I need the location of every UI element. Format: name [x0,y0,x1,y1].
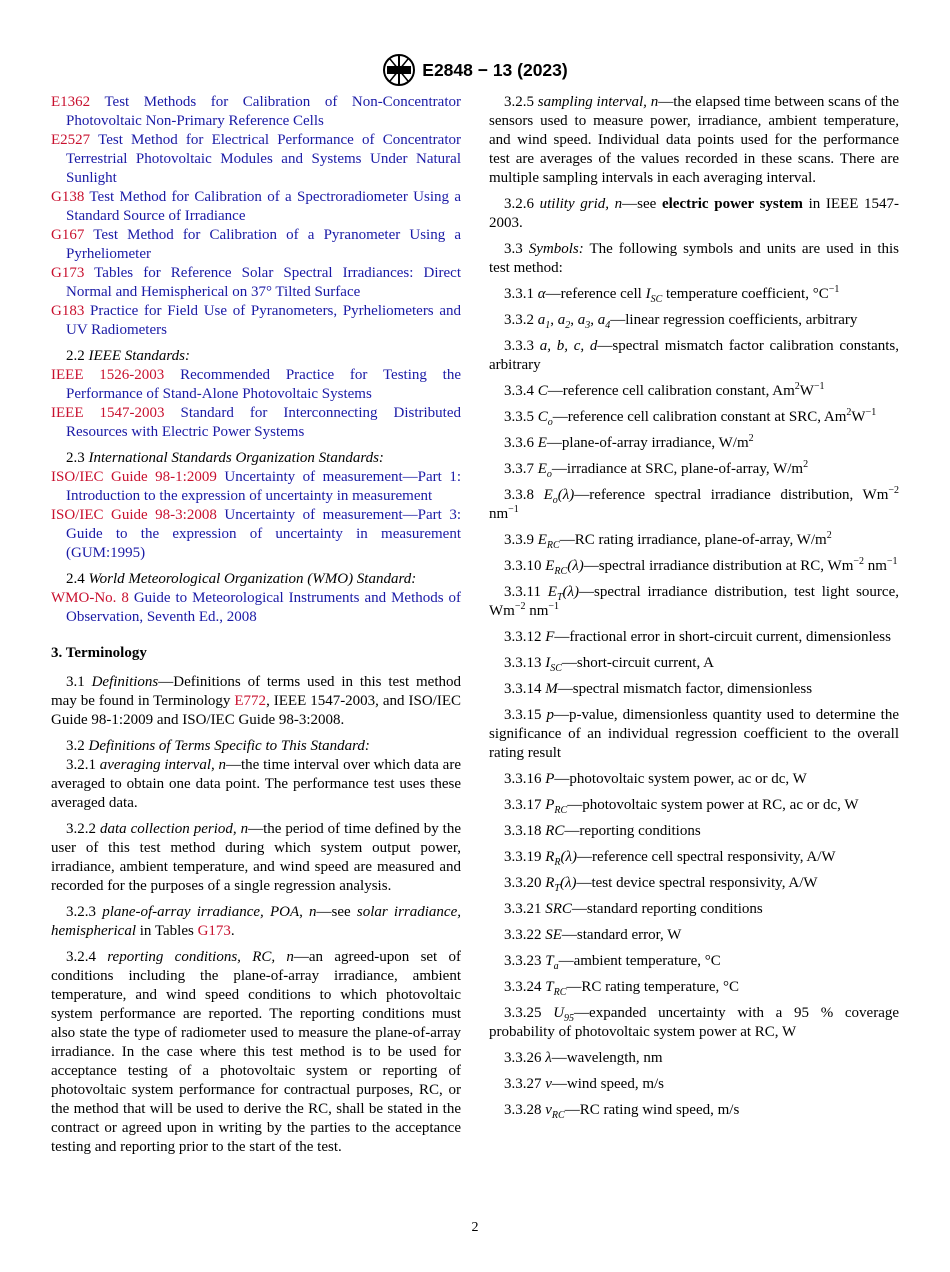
symbol-definition: 3.3.19 $R_R(\lambda)—reference$ cell spectral responsivity, A/W [504,849,836,868]
left-column [51,93,461,1164]
symbol-definition: 3.3.7 $E_o—irradiance$ at SRC, plane-of-array, $W/m^2$ [504,459,809,480]
reference-title: Tables for Reference Solar Spectral Irradiances: Direct Normal and Hemispherical on 37° Tilted Surface [66,265,461,300]
astm-logo-icon [382,53,416,87]
symbol-definition: 3.3.11 $E_T(\lambda)—spectral$ irradiance distribution, test light source, $Wm^{-2}$ $nm^{-1}$ [489,584,899,619]
reference-item: WMO-No. 8 Guide to Meteorological Instruments and Methods of Observation, Seventh Ed., 2008 [51,590,462,625]
symbol-definition: 3.3.18 RC—reporting conditions [504,823,701,839]
symbol-definition: 3.3.25 $U_{95}—expanded$ uncertainty with a 95 % coverage probability of photovoltaic system power at RC, W [489,1005,900,1040]
definition: 3.2.1 averaging interval, n—the time interval over which data are averaged to obtain one data point. The performance test uses these averaged data. [51,757,461,811]
reference-item [51,302,461,340]
reference-title: Test Method for Calibration of a Spectroradiometer Using a Standard Source of Irradiance [66,189,461,224]
reference-title: Test Method for Electrical Performance of Concentrator Terrestrial Photovoltaic Modules and Systems Under Natural Sunlight [66,132,461,186]
symbol-definition: 3.3.3 a, b, c, d—spectral mismatch factor calibration constants, arbitrary [489,338,900,373]
symbol-definition: 3.3.16 P—photovoltaic system power, ac or dc, W [504,771,807,787]
definition: 3.2.5 sampling interval, n—the elapsed time between scans of the sensors used to measure power, irradiance, ambient temperature, and wind speed. Individual data points used for the performance test are averages of the values recorded in these scans. There are multiple sampling intervals in each averaging interval. [489,94,900,186]
subsection-heading: 2.2 IEEE Standards: [66,348,191,364]
reference-code-link[interactable]: G183 [51,303,85,319]
paragraph: 3.2 Definitions of Terms Specific to This Standard: [66,738,370,754]
symbol-definition: 3.3.28 $v_{RC}—RC$ rating wind speed, m/s [504,1102,740,1121]
reference-item: ISO/IEC Guide 98-1:2009 Uncertainty of measurement—Part 1: Introduction to the expression of uncertainty in measurement [51,469,461,504]
symbol-definition: 3.3.23 $T_a—ambient$ temperature, °C [504,953,721,972]
symbol-definition: 3.3.6 E—plane-of-array irradiance, $W/m^2$ [504,433,754,451]
definition: 3.2.3 plane-of-array irradiance, POA, n—see solar irradiance, hemispherical in Tables G173. [51,904,461,939]
document-designation: E2848 − 13 (2023) [422,59,568,80]
symbol-definition: 3.3.20 $R_T(\lambda)—test$ device spectral responsivity, A/W [504,875,818,894]
reference-item [51,131,461,188]
paragraph: 3.3 Symbols: The following symbols and units are used in this test method: [489,241,900,276]
reference-item: IEEE 1526-2003 Recommended Practice for Testing the Performance of Stand-Alone Photovoltaic Systems [51,367,462,402]
reference-code-link[interactable]: G173 [51,265,85,281]
reference-code-link[interactable]: E1362 [51,94,91,110]
reference-code-link[interactable]: IEEE 1547-2003 [51,405,165,421]
symbol-definition: 3.3.13 $I_{SC}—short$-circuit current, A [504,655,714,674]
reference-code-link[interactable]: E2527 [51,132,91,148]
symbol-definition: 3.3.5 $C_o—reference$ cell calibration constant at SRC, $Am^2W^{-1}$ [504,407,877,428]
reference-item: IEEE 1547-2003 Standard for Interconnecting Distributed Resources with Electric Power Systems [51,405,461,440]
reference-code-link[interactable]: ISO/IEC Guide 98-1:2009 [51,469,217,485]
definition: 3.2.2 data collection period, n—the period of time defined by the user of this test method during which system output power, irradiance, ambient temperature, and wind speed are measured and recorded for the purposes of a single regression analysis. [51,821,461,894]
paragraph: 3.1 Definitions—Definitions of terms used in this test method may be found in Terminology E772, IEEE 1547-2003, and ISO/IEC Guide 98-1:2009 and ISO/IEC Guide 98-3:2008. [51,674,461,728]
symbol-definition: 3.3.21 SRC—standard reporting conditions [504,901,763,917]
reference-code-link[interactable]: IEEE 1526-2003 [51,367,165,383]
subsection-heading: 2.3 International Standards Organization Standards: [66,450,384,466]
reference-item [51,93,461,131]
symbol-definition: 3.3.22 SE—standard error, W [504,927,682,943]
reference-item [51,264,461,302]
reference-code-link[interactable]: G167 [51,227,85,243]
reference-title: Practice for Field Use of Pyranometers, Pyrheliometers and UV Radiometers [66,303,461,338]
reference-code-link[interactable]: ISO/IEC Guide 98-3:2008 [51,507,217,523]
symbol-definition: 3.3.10 $E_{RC}(\lambda)—spectral$ irradiance distribution at RC, $Wm^{-2}$ $nm^{-1}$ [504,556,898,577]
page-number: 2 [471,1220,479,1235]
symbol-definition: 3.3.12 F—fractional error in short-circuit current, dimensionless [504,629,891,645]
reference-title: Test Methods for Calibration of Non-Concentrator Photovoltaic Non-Primary Reference Cells [66,94,461,129]
reference-code-link[interactable]: WMO-No. 8 [51,590,129,606]
symbol-definition: 3.3.27 v—wind speed, m/s [504,1076,664,1092]
symbol-definition: 3.3.1 α—reference cell $I_{SC}$ temperature coefficient, $^\circ C^{-1}$ [504,284,840,305]
symbol-definition: 3.3.15 p—p-value, dimensionless quantity used to determine the significance of an individual regression coefficient to the overall rating result [489,707,899,761]
symbol-definition: 3.3.17 $P_{RC}—photovoltaic$ system power at RC, ac or dc, W [504,797,859,816]
symbol-definition: 3.3.26 λ—wavelength, nm [504,1050,663,1066]
page-header [0,52,950,88]
reference-link[interactable]: E772 [234,693,267,709]
reference-item [51,226,461,264]
symbol-definition: 3.3.2 $a_1$, $a_2$, $a_3$, $a_4—linear$ regression coefficients, arbitrary [504,312,858,331]
reference-link[interactable]: G173 [197,923,231,939]
definition: 3.2.6 utility grid, n—see electric power system in IEEE 1547-2003. [489,196,899,231]
symbol-definition: 3.3.9 $E_{RC}—RC$ rating irradiance, plane-of-array, $W/m^2$ [504,530,832,551]
subsection-heading: 2.4 World Meteorological Organization (WMO) Standard: [66,571,417,587]
symbol-definition: 3.3.8 $E_o(\lambda)—reference$ spectral irradiance distribution, $Wm^{-2}$ $nm^{-1}$ [489,485,899,522]
reference-item [51,188,461,226]
section-heading: 3. Terminology [51,645,147,661]
right-column [489,93,899,1127]
symbol-definition: 3.3.14 M—spectral mismatch factor, dimensionless [504,681,813,697]
symbol-definition: 3.3.4 C—reference cell calibration constant, $Am^2W^{-1}$ [504,381,825,399]
reference-item: ISO/IEC Guide 98-3:2008 Uncertainty of measurement—Part 3: Guide to the expression of uncertainty in measurement (GUM:1995) [51,507,461,561]
reference-code-link[interactable]: G138 [51,189,85,205]
reference-title: Test Method for Calibration of a Pyranometer Using a Pyrheliometer [66,227,461,262]
symbol-definition: 3.3.24 $T_{RC}—RC$ rating temperature, °C [504,979,739,998]
definition: 3.2.4 reporting conditions, RC, n—an agreed-upon set of conditions including the plane-of-array irradiance, ambient temperature, and wind speed conditions to which photovoltaic system performance are reported. The reporting conditions must also state the type of radiometer used to measure the plane-of-array irradiance. In the case where this test method is to be used for acceptance testing of a photovoltaic system or reporting of photovoltaic system performance for contractual purposes, RC, or the method that will be used to derive the RC, shall be stated in the contract or agreed upon in writing by the parties to the acceptance testing and reporting prior to the start of the test. [51,949,461,1155]
